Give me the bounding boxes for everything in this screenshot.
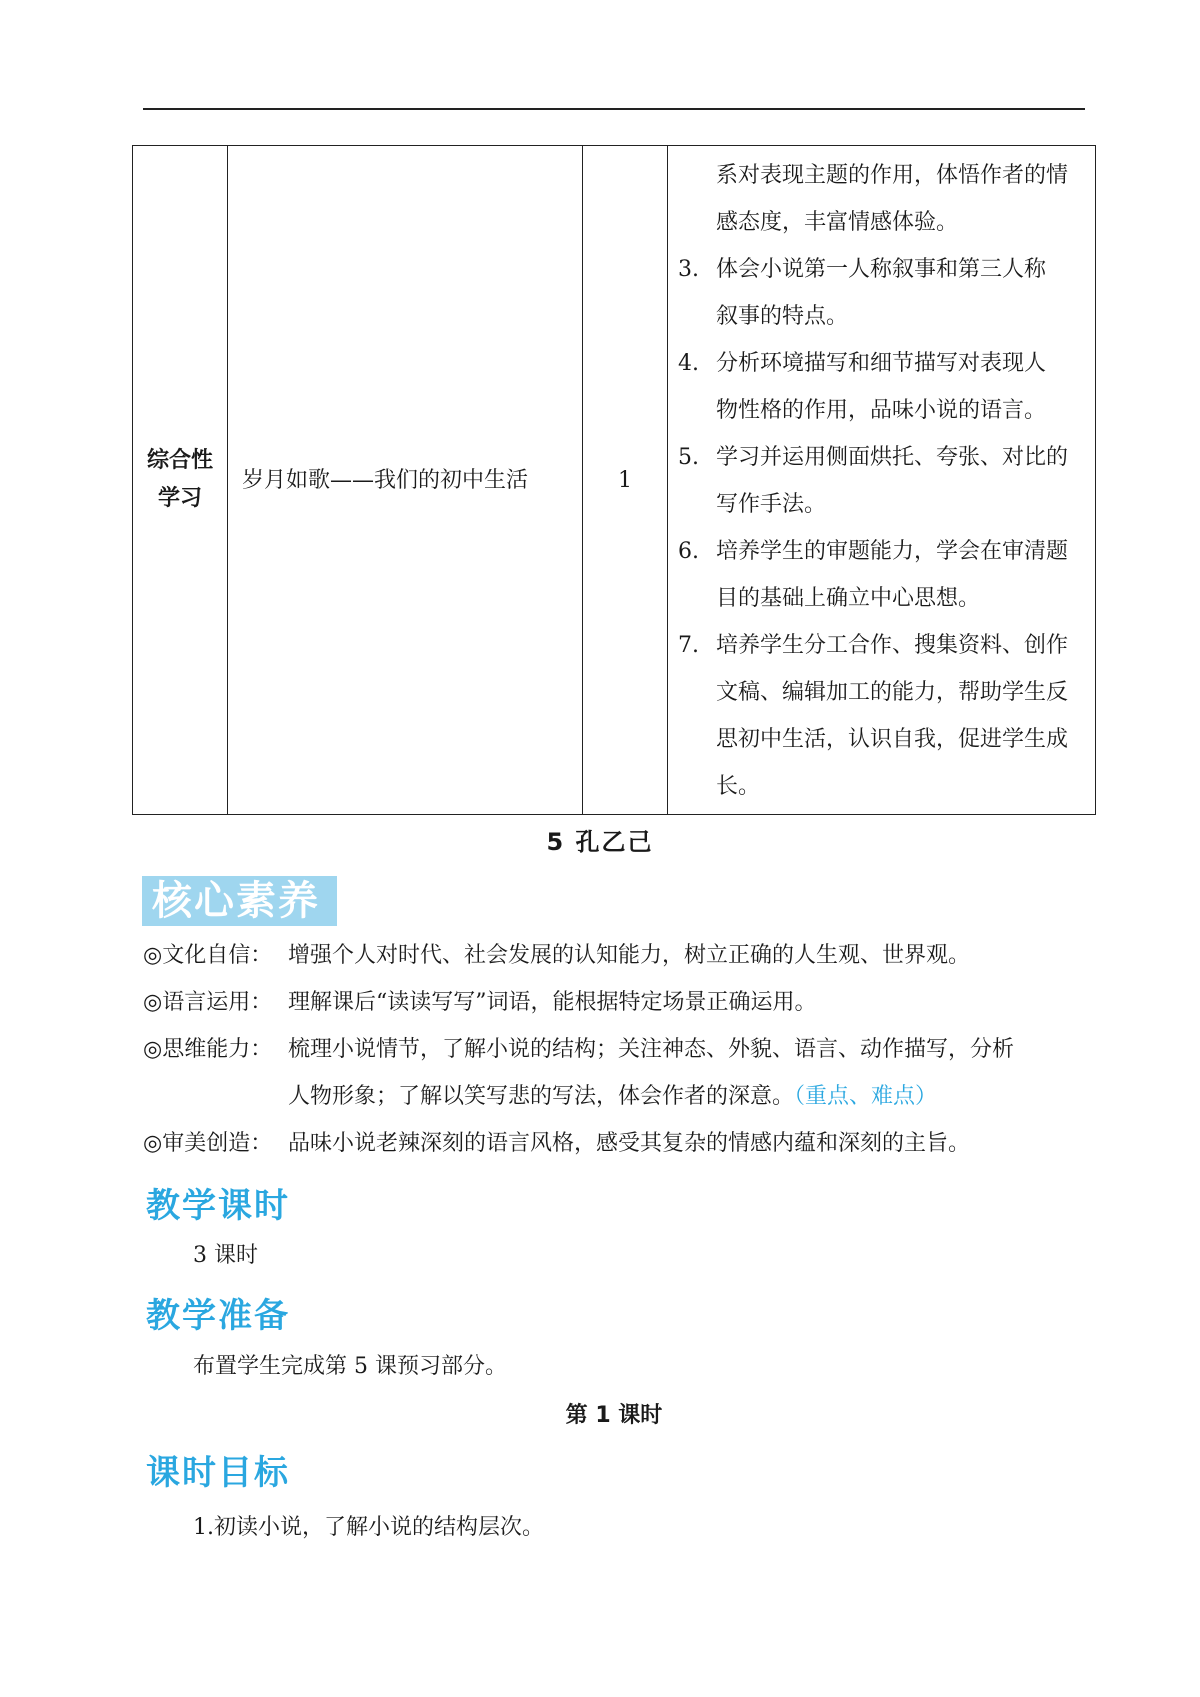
goal-line: 文稿、编辑加工的能力，帮助学生反 [716, 680, 1069, 705]
hours-cell: 1 [583, 146, 668, 815]
goal-line: 长。 [716, 774, 761, 799]
unit-plan-table [132, 145, 1096, 815]
goal-continuation-line: 系对表现主题的作用，体悟作者的情 [716, 163, 1069, 188]
core-item-text: 增强个人对时代、社会发展的认知能力，树立正确的人生观、世界观。 [288, 943, 971, 968]
key-point-note: （重点、难点） [794, 1084, 938, 1109]
goal-item [678, 434, 1085, 528]
goal-text [716, 246, 1085, 340]
core-item-aesthetic [143, 1120, 970, 1167]
goal-item [678, 246, 1085, 340]
goal-item [678, 528, 1085, 622]
goal-text [716, 434, 1085, 528]
lesson-title: 5 孔乙己 [546, 828, 654, 856]
core-item-culture [143, 932, 970, 979]
teaching-hours-heading: 教学课时 [146, 1186, 290, 1226]
unit-type-line-2: 学习 [157, 486, 202, 511]
goals-cell [668, 146, 1096, 815]
goal-text [716, 622, 1085, 810]
goal-line: 培养学生的审题能力，学会在审清题 [716, 539, 1069, 564]
core-competency-banner: 核心素养 [142, 876, 337, 926]
topic-cell: 岁月如歌——我们的初中生活 [228, 146, 583, 815]
core-item-text: 人物形象；了解以笑写悲的写法，体会作者的深意。 [288, 1084, 795, 1109]
goal-line: 分析环境描写和细节描写对表现人 [716, 351, 1047, 376]
unit-type-cell [133, 146, 228, 815]
core-item-thinking [143, 1026, 1014, 1120]
goal-line: 培养学生分工合作、搜集资料、创作 [716, 633, 1069, 658]
goal-number: 4. [678, 351, 699, 376]
teaching-prep-heading: 教学准备 [146, 1296, 290, 1336]
goal-number: 3. [678, 257, 699, 282]
goal-number: 6. [678, 539, 699, 564]
goal-number: 5. [678, 445, 699, 470]
goal-item [678, 340, 1085, 434]
objectives-heading: 课时目标 [146, 1453, 290, 1493]
goal-line: 思初中生活，认识自我，促进学生成 [716, 727, 1069, 752]
teaching-hours-text: 3 课时 [193, 1243, 258, 1268]
core-item-text: 梳理小说情节，了解小说的结构；关注神态、外貌、语言、动作描写，分析 [288, 1037, 1015, 1062]
teaching-prep-text: 布置学生完成第 5 课预习部分。 [193, 1354, 507, 1379]
goal-text [716, 340, 1085, 434]
core-item-language [143, 979, 817, 1026]
core-item-label: ◎审美创造： [143, 1131, 273, 1156]
goal-line: 目的基础上确立中心思想。 [716, 586, 981, 611]
core-item-text: 理解课后“读读写写”词语，能根据特定场景正确运用。 [288, 990, 817, 1015]
unit-type-line-1: 综合性 [146, 448, 213, 473]
goal-line: 体会小说第一人称叙事和第三人称 [716, 257, 1047, 282]
core-item-label: ◎文化自信： [143, 943, 273, 968]
goal-line: 物性格的作用，品味小说的语言。 [716, 398, 1047, 423]
objective-item: 1.初读小说，了解小说的结构层次。 [193, 1515, 544, 1540]
goal-line: 叙事的特点。 [716, 304, 849, 329]
period-title: 第 1 课时 [565, 1403, 663, 1428]
goal-line: 写作手法。 [716, 492, 827, 517]
header-rule [143, 108, 1085, 110]
goal-text [716, 528, 1085, 622]
goal-line: 学习并运用侧面烘托、夸张、对比的 [716, 445, 1069, 470]
core-item-text: 品味小说老辣深刻的语言风格，感受其复杂的情感内蕴和深刻的主旨。 [288, 1131, 971, 1156]
goal-number: 7. [678, 633, 699, 658]
goal-continuation-line: 感态度，丰富情感体验。 [716, 210, 959, 235]
core-item-label: ◎思维能力： [143, 1037, 273, 1062]
core-item-label: ◎语言运用： [143, 990, 273, 1015]
table-row [133, 146, 1096, 815]
goal-item [678, 622, 1085, 810]
